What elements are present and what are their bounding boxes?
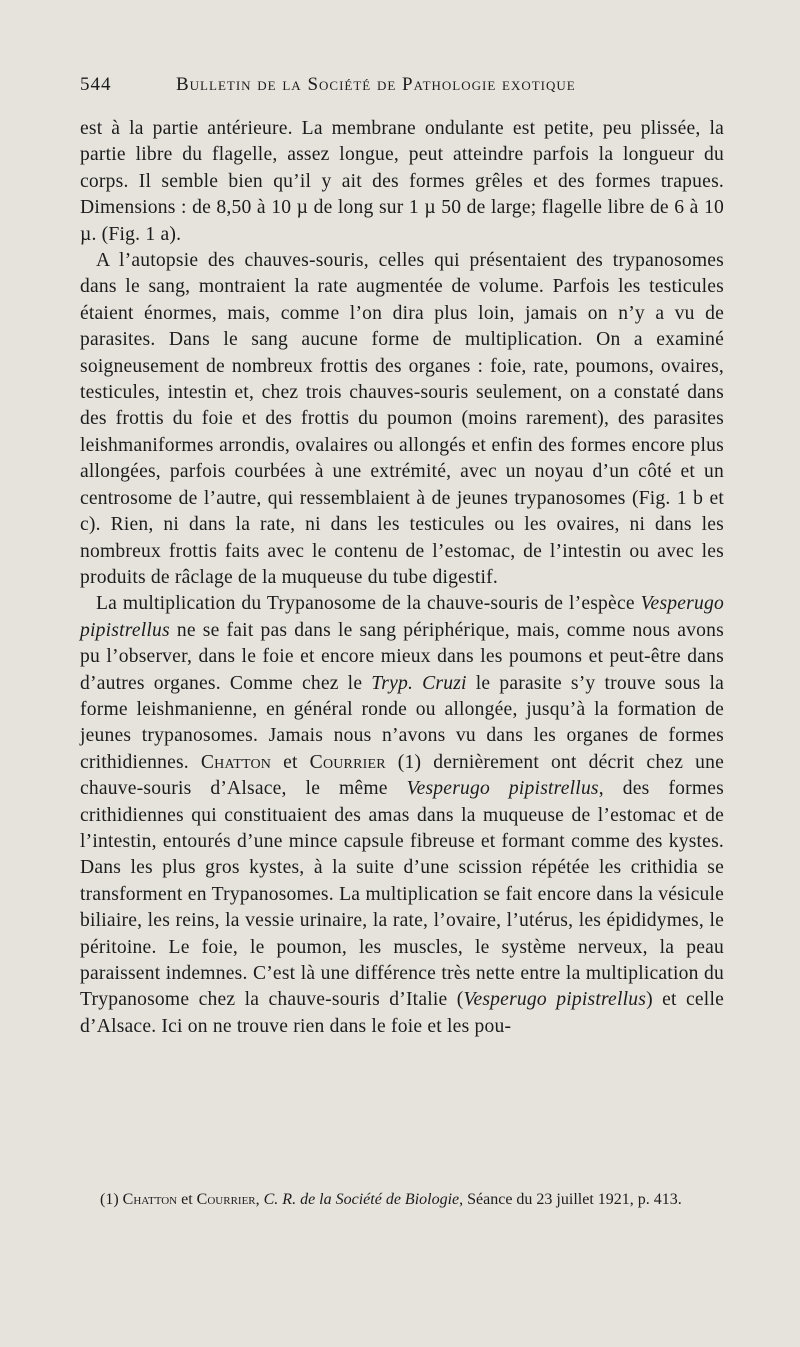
text-run: et	[177, 1191, 197, 1208]
author-name: Chatton	[122, 1191, 178, 1208]
footnote-marker: (1)	[100, 1191, 119, 1208]
text-run: La multiplication du Trypanosome de la chauve-souris de l’espèce	[96, 593, 641, 615]
species-name: Vesperugo pipistrellus	[406, 778, 599, 800]
species-name: Vesperugo pipistrellus	[80, 593, 724, 641]
author-name: Chatton	[200, 751, 272, 773]
paragraph-1: est à la partie antérieure. La membrane ondulante est petite, peu plissée, la partie libre du flagelle, assez longue, peut atteindre parfois la longueur du corps. Il semble bien qu’il y ait des formes grêles et des formes trapues. Dimensions : de 8,50 à 10 µ de long sur 1 µ 50 de large; flagelle libre de 6 à 10 µ. (Fig. 1 a).	[80, 118, 724, 245]
journal-title: Bulletin de la Société de Pathologie exotique	[176, 74, 576, 95]
text-run: ne se fait pas dans le sang périphérique, mais, comme nous avons pu l’observer, dans le foie et encore mieux dans les poumons et peut-être dans d’autres organes. Comme chez le	[80, 619, 724, 694]
article-body	[80, 116, 724, 1040]
paragraph-2: A l’autopsie des chauves-souris, celles qui présentaient des trypanosomes dans le sang, montraient la rate augmentée de volume. Parfois les testicules étaient énormes, mais, comme l’on dira plus loin, jamais on n’y a vu de parasites. Dans le sang aucune forme de multiplication. On a examiné soigneusement de nombreux frottis des organes : foie, rate, poumons, ovaires, testicules, intestin et, chez trois chauves-souris seulement, on a constaté dans des frottis du foie et des frottis du poumon (moins rarement), des parasites leishmaniformes arrondis, ovalaires ou allongés et enfin des formes encore plus allongées, parfois courbées à une extrémité, avec un noyau d’un côté et un centrosome de l’autre, qui ressemblaient à de jeunes trypanosomes (Fig. 1 b et c). Rien, ni dans la rate, ni dans les testicules ou les ovaires, ni dans les nombreux frottis faits avec le contenu de l’estomac, de l’intestin ou avec les produits de râclage de la muqueuse du tube digestif.	[80, 250, 724, 588]
text-run: , Séance du 23 juillet 1921, p. 413.	[459, 1191, 682, 1208]
page-number: 544	[80, 74, 112, 95]
author-name: Courrier	[309, 751, 386, 773]
species-name: Tryp. Cruzi	[371, 672, 467, 694]
paragraph-3	[80, 591, 724, 1040]
footnote	[80, 1189, 730, 1211]
journal-reference: C. R. de la Société de Biologie	[263, 1191, 460, 1208]
species-name: Vesperugo pipistrellus	[463, 989, 647, 1011]
text-run: et	[271, 751, 310, 773]
text-run: ) et celle d’Alsace. Ici on ne trouve rien dans le foie et les pou-	[80, 989, 724, 1037]
text-run: (1) dernièrement ont décrit chez une chauve-souris d’Alsace, le même	[80, 751, 725, 800]
running-header	[80, 74, 730, 100]
text-run: ,	[255, 1191, 264, 1208]
text-run: , des formes crithidiennes qui constituaient des amas dans la muqueuse de l’estomac et de l’intestin, entourés d’une mince capsule fibreuse et formant comme des kystes. Dans les plus gros kystes, à la suite d’une scission répétée les crithidia se transforment en Trypanosomes. La multiplication se fait encore dans la vésicule biliaire, les reins, la vessie urinaire, la rate, l’ovaire, l’utérus, les épididymes, le péritoine. Le foie, le poumon, les muscles, le système nerveux, la peau paraissent indemnes. C’est là une différence très nette entre la multiplication du Trypanosome chez la chauve-souris d’Italie (	[80, 778, 724, 1011]
author-name: Courrier	[196, 1191, 256, 1208]
text-run: le parasite s’y trouve sous la forme leishmanienne, en général ronde ou allongée, jusqu’à la formation de jeunes trypanosomes. Jamais nous n’avons vu dans les organes de formes crithidiennes.	[80, 672, 724, 773]
